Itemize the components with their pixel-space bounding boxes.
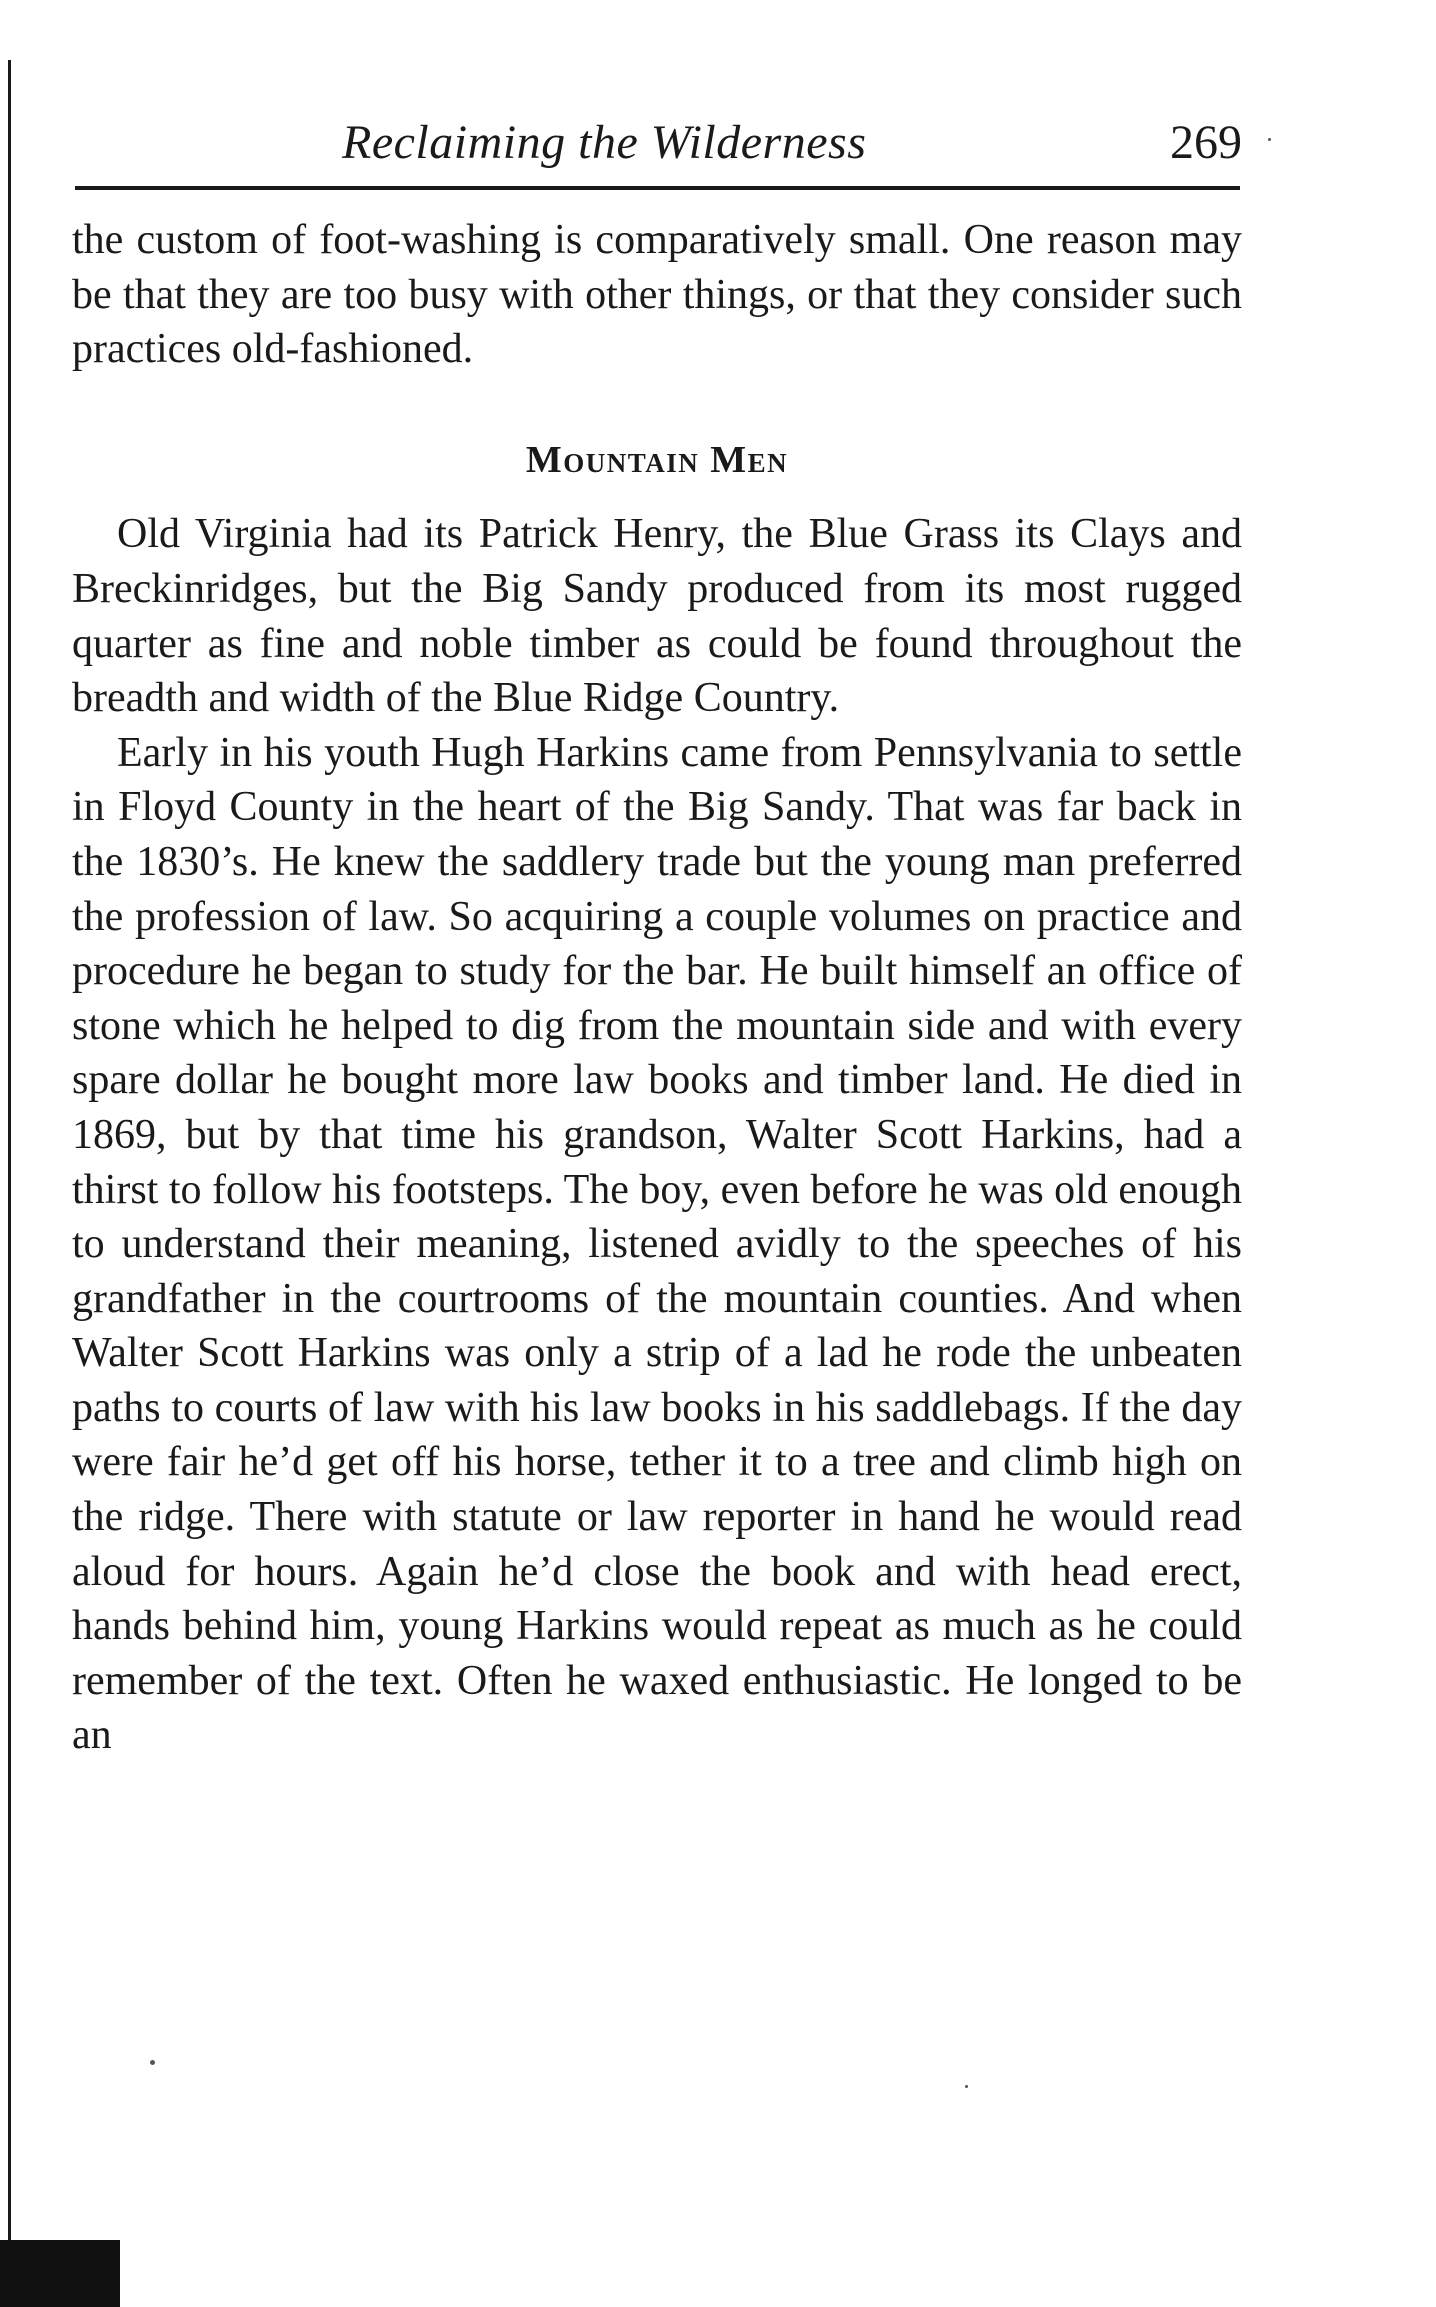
scan-speck	[1268, 138, 1271, 141]
scan-shadow	[0, 2240, 120, 2307]
opening-paragraph: the custom of foot-washing is comparatively small. One reason may be that they are too busy with other things, or that they consider such practices old-fashioned.	[72, 217, 1242, 373]
section-heading: Mountain Men	[525, 438, 789, 481]
binding-edge	[8, 60, 11, 2300]
page-header	[72, 108, 1242, 178]
running-title: Reclaiming the Wilderness	[342, 116, 867, 169]
scan-speck	[965, 2085, 968, 2088]
paragraph: Old Virginia had its Patrick Henry, the Blue Grass its Clays and Breckinridges, but the Big Sandy produced from its most rugged quarter as fine and noble timber as could be found throughout the breadth and width of the Blue Ridge Country.	[72, 511, 1242, 722]
scan-speck	[150, 2060, 155, 2065]
body-text	[72, 213, 1242, 1763]
header-rule	[75, 186, 1240, 190]
page-number: 269	[1170, 116, 1242, 169]
paragraph: Early in his youth Hugh Harkins came from Pennsylvania to settle in Floyd County in the heart of the Big Sandy. That was far back in the 1830’s. He knew the saddlery trade but the young man preferred the profession of law. So acquiring a couple volumes on practice and procedure he began to study for the bar. He built himself an office of stone which he helped to dig from the mountain side and with every spare dollar he bought more law books and timber land. He died in 1869, but by that time his grandson, Walter Scott Harkins, had a thirst to follow his footsteps. The boy, even before he was old enough to understand their meaning, listened avidly to the speeches of his grandfather in the courtrooms of the mountain counties. And when Walter Scott Harkins was only a strip of a lad he rode the unbeaten paths to courts of law with his law books in his saddlebags. If the day were fair he’d get off his horse, tether it to a tree and climb high on the ridge. There with statute or law reporter in hand he would read aloud for hours. Again he’d close the book and with head erect, hands behind him, young Harkins would repeat as much as he could remember of the text. Often he waxed enthusiastic. He longed to be an	[72, 729, 1242, 1759]
